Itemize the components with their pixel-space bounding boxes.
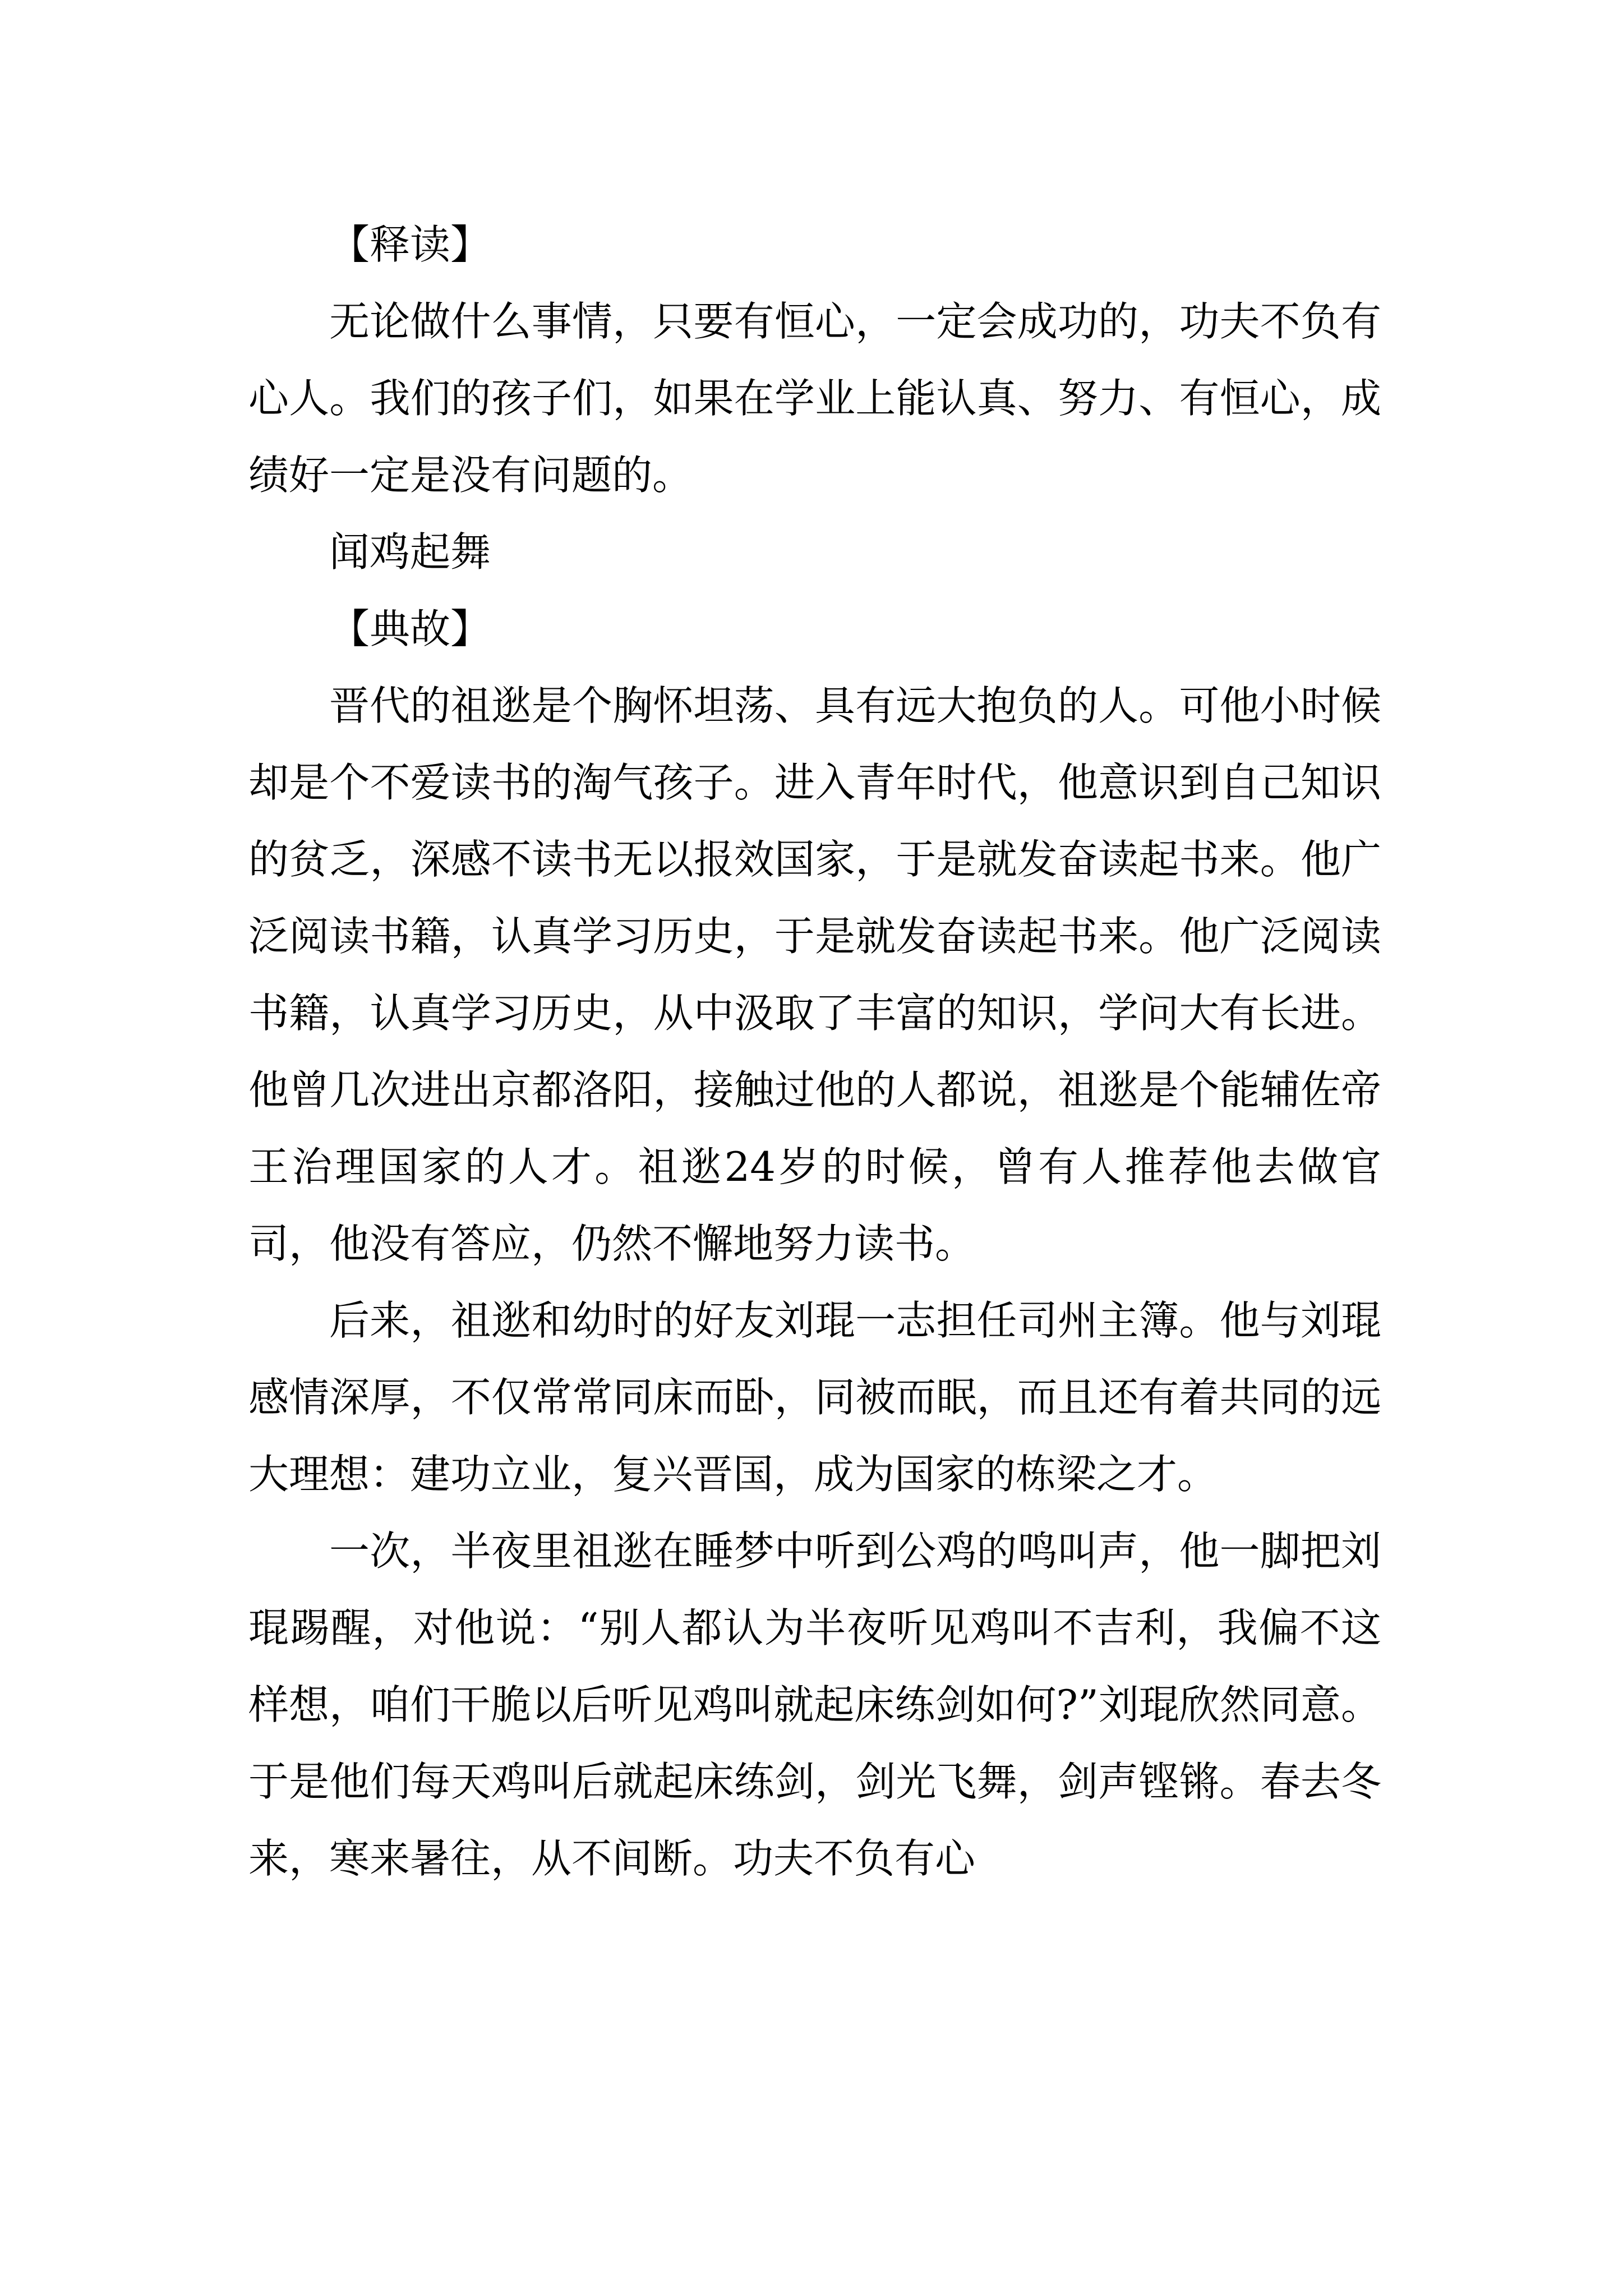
story-paragraph-1: 晋代的祖逖是个胸怀坦荡、具有远大抱负的人。可他小时候却是个不爱读书的淘气孩子。进入青年时代，他意识到自己知识的贫乏，深感不读书无以报效国家，于是就发奋读起书来。他广泛阅读书籍，认真学习历史，于是就发奋读起书来。他广泛阅读书籍，认真学习历史，从中汲取了丰富的知识，学问大有长进。他曾几次进出京都洛阳，接触过他的人都说，祖逖是个能辅佐帝王治理国家的人才。祖逖24岁的时候，曾有人推荐他去做官司，他没有答应，仍然不懈地努力读书。 [248, 682, 1381, 1267]
section-heading-interpretation: 【释读】 [329, 221, 491, 268]
interpretation-paragraph: 无论做什么事情，只要有恒心，一定会成功的，功夫不负有心人。我们的孩子们，如果在学业上能认真、努力、有恒心，成绩好一定是没有问题的。 [248, 298, 1381, 499]
document-body [248, 206, 1381, 1897]
story-paragraph-2: 后来，祖逖和幼时的好友刘琨一志担任司州主簿。他与刘琨感情深厚，不仅常常同床而卧，同被而眠，而且还有着共同的远大理想：建功立业，复兴晋国，成为国家的栋梁之才。 [248, 1297, 1381, 1498]
story-paragraph-3: 一次，半夜里祖逖在睡梦中听到公鸡的鸣叫声，他一脚把刘琨踢醒，对他说：“别人都认为半夜听见鸡叫不吉利，我偏不这样想，咱们干脆以后听见鸡叫就起床练剑如何?”刘琨欣然同意。于是他们每天鸡叫后就起床练剑，剑光飞舞，剑声铿锵。春去冬来，寒来暑往，从不间断。功夫不负有心 [248, 1527, 1381, 1882]
section-heading-allusion: 【典故】 [329, 605, 491, 652]
idiom-title: 闻鸡起舞 [329, 528, 491, 576]
